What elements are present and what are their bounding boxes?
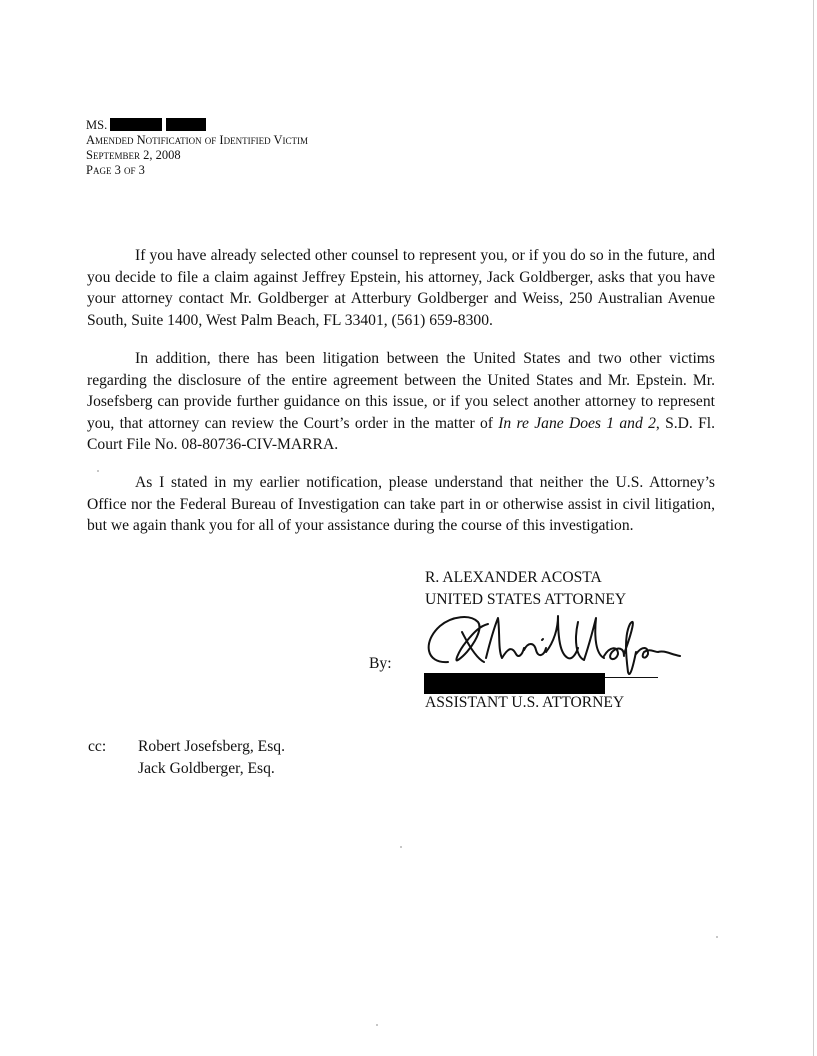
subject-line: Amended Notification of Identified Victim	[86, 133, 309, 147]
page-number: Page 3 of 3	[86, 163, 145, 177]
signatory-office: UNITED STATES ATTORNEY	[425, 591, 627, 608]
paragraph-2-text-a: In addition, there has been litigation between the United States and two other victims regarding the disclosure of the entire agreement between the United States and Mr. Epstein. Mr. Josefsberg can provide further guidance on this issue, or if you select another attorney to represent you, that attorney can review the Court’s order in the matter of	[87, 350, 715, 432]
handwritten-signature	[418, 602, 686, 682]
redaction-block	[166, 118, 206, 131]
by-label: By:	[369, 655, 392, 672]
case-name: In re Jane Does 1 and 2	[498, 414, 656, 432]
body-paragraph-2	[87, 348, 715, 456]
recipient-prefix: MS.	[86, 118, 108, 132]
cc-recipient: Robert Josefsberg, Esq.	[138, 738, 285, 755]
recipient-line	[86, 118, 308, 133]
scan-speck	[400, 846, 402, 848]
redaction-block	[110, 118, 162, 131]
redaction-block	[424, 673, 605, 694]
scan-edge-line	[813, 0, 814, 1056]
scan-speck	[97, 470, 99, 472]
cc-recipient: Jack Goldberger, Esq.	[138, 760, 275, 777]
cc-list	[138, 736, 285, 780]
scan-speck	[716, 936, 718, 938]
signer-title: ASSISTANT U.S. ATTORNEY	[425, 694, 625, 711]
body-paragraph-1: If you have already selected other counsel to represent you, or if you do so in the future, and you decide to file a claim against Jeffrey Epstein, his attorney, Jack Goldberger, asks that you have your attorney contact Mr. Goldberger at Atterbury Goldberger and Weiss, 250 Australian Avenue South, Suite 1400, West Palm Beach, FL 33401, (561) 659-8300.	[87, 247, 715, 329]
signatory-name: R. ALEXANDER ACOSTA	[425, 569, 602, 586]
scan-speck	[376, 1024, 378, 1026]
cc-label: cc:	[88, 738, 107, 755]
letter-header	[86, 118, 308, 178]
date-line: September 2, 2008	[86, 148, 181, 162]
body-paragraph-3: As I stated in my earlier notification, please understand that neither the U.S. Attorney’s Office nor the Federal Bureau of Investigation can take part in or otherwise assist in civil litigation, but we again thank you for all of your assistance during the course of this investigation.	[87, 474, 715, 534]
paragraph-2-text-b: , S.D. Fl. Court File No. 08-80736-CIV-MARRA.	[87, 414, 715, 453]
